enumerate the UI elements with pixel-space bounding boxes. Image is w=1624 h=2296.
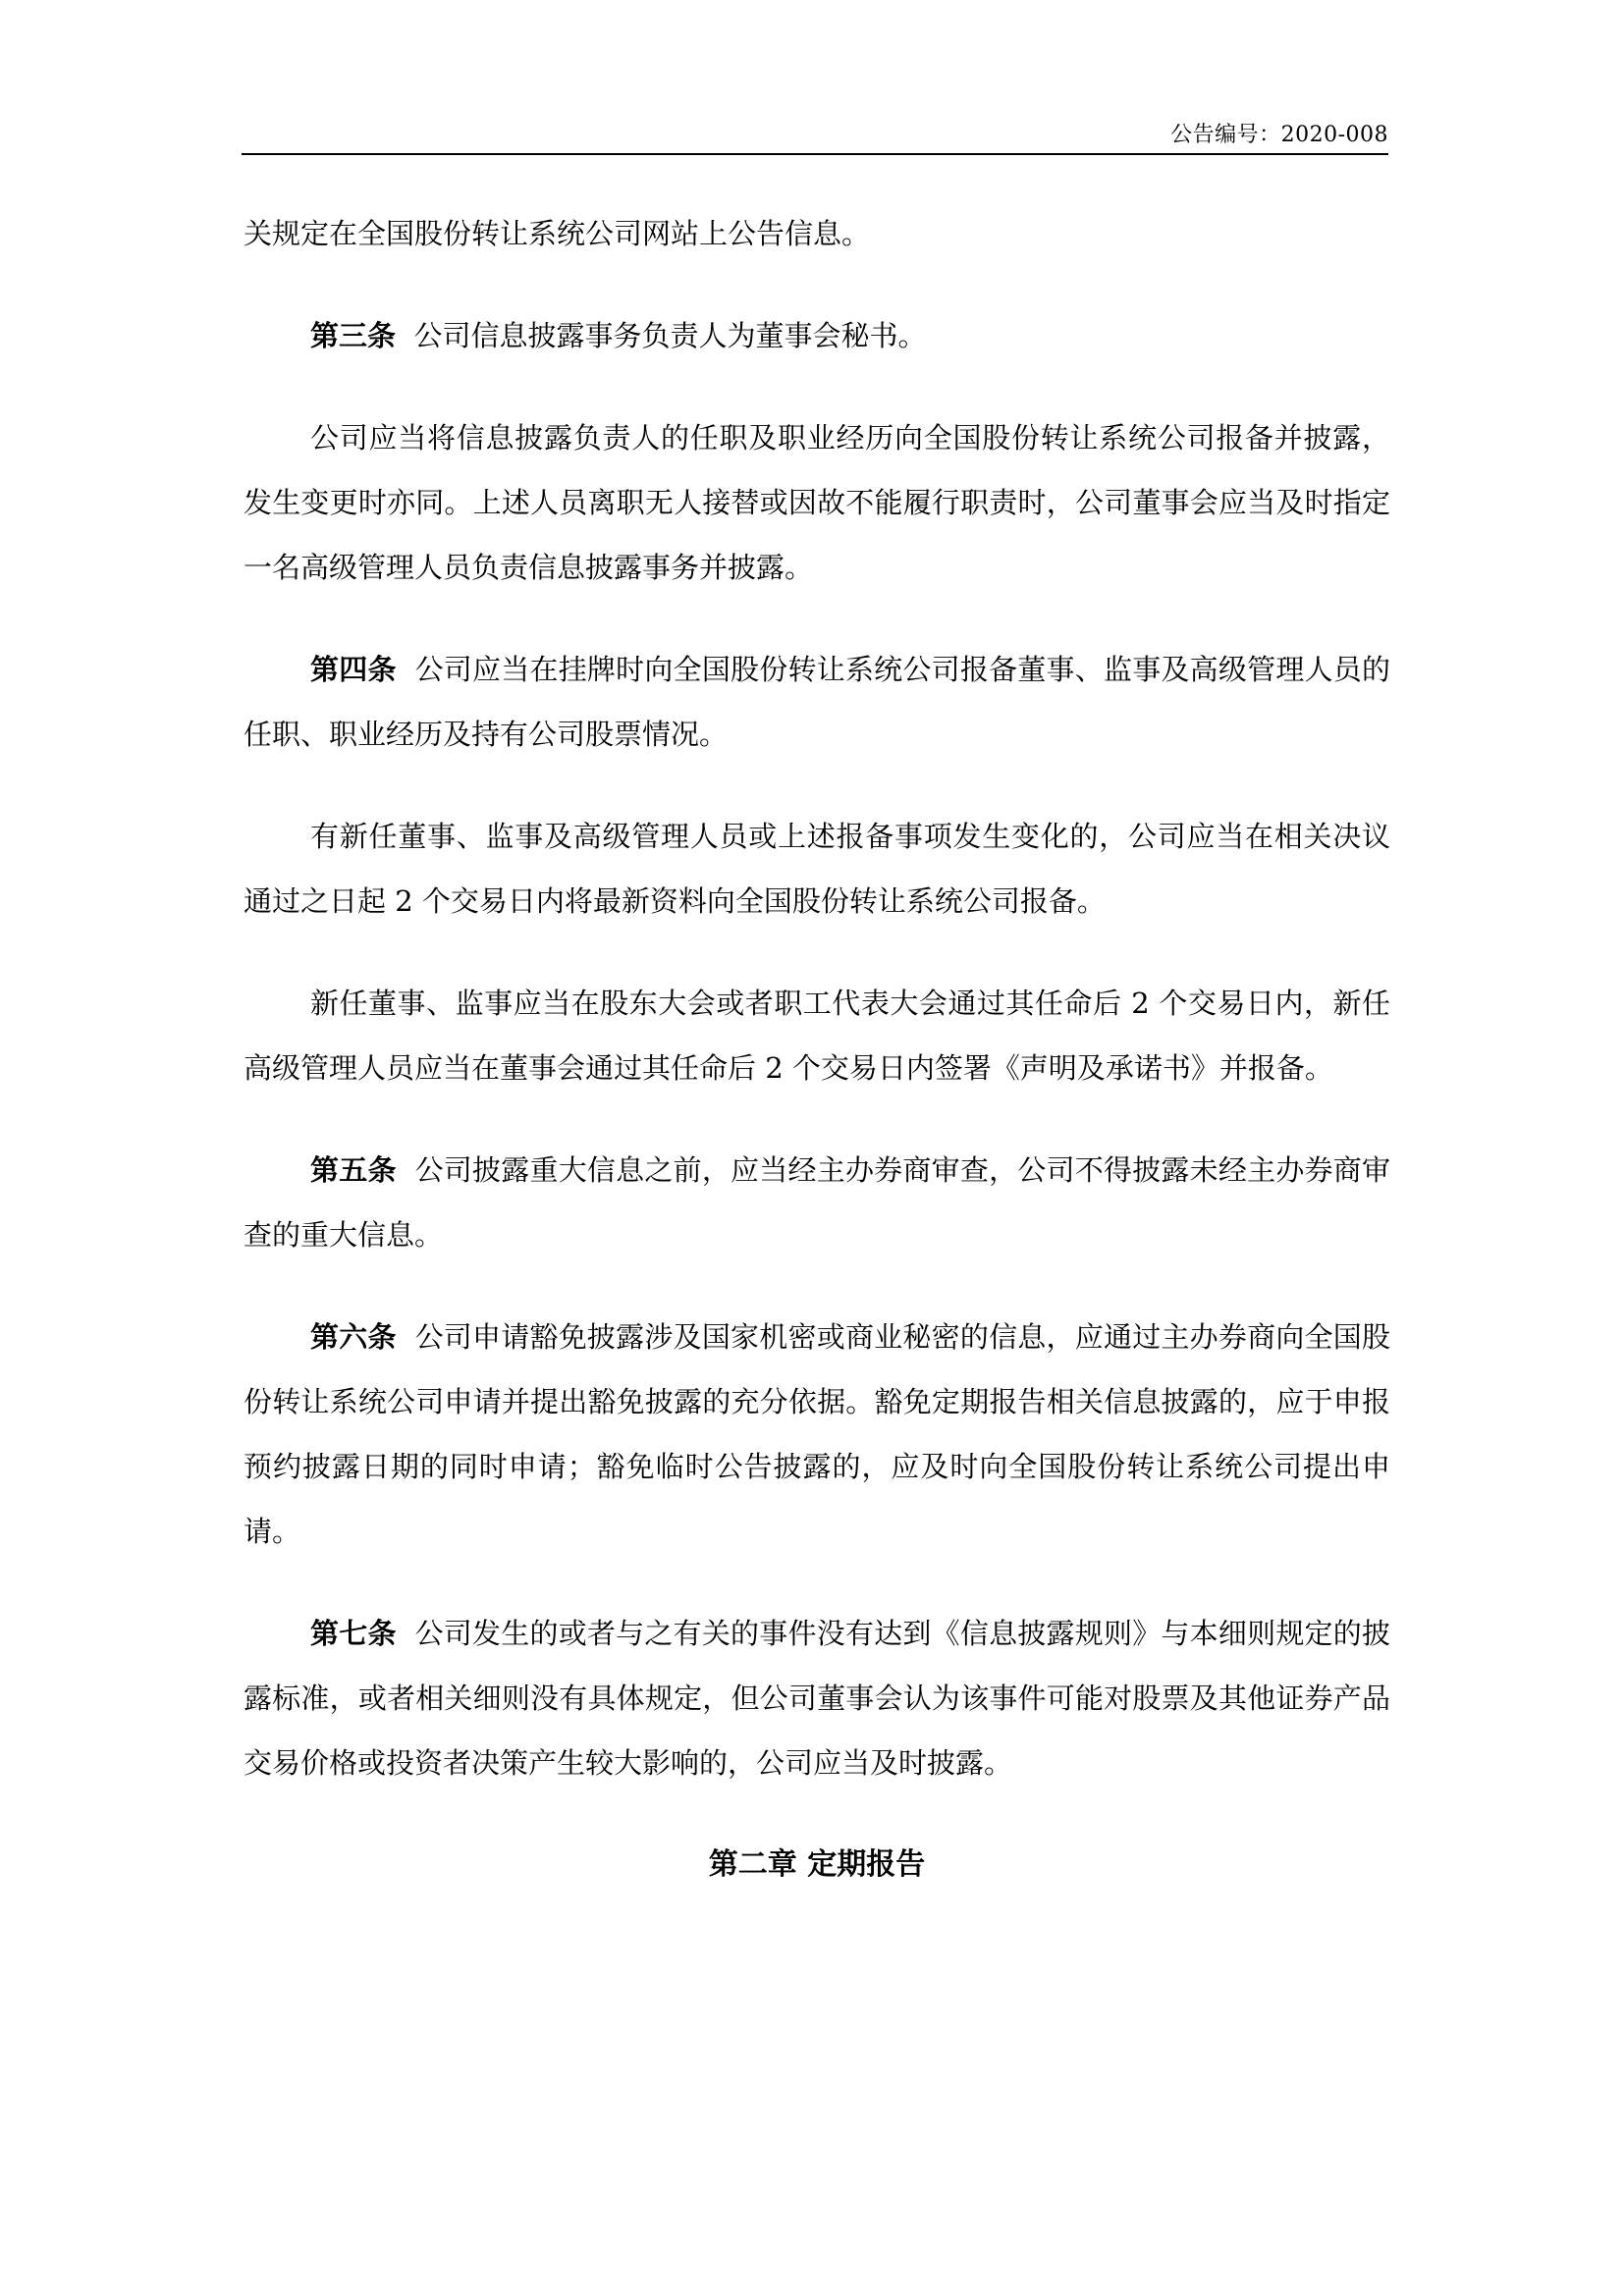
- paragraph-new-directors: 有新任董事、监事及高级管理人员或上述报备事项发生变化的，公司应当在相关决议通过之日起 2 个交易日内将最新资料向全国股份转让系统公司报备。: [244, 820, 1390, 918]
- article-5-text: 公司披露重大信息之前，应当经主办券商审查，公司不得披露未经主办券商审查的重大信息。: [244, 1153, 1390, 1252]
- article-4-label: 第四条: [310, 653, 397, 686]
- paragraph-declaration: 新任董事、监事应当在股东大会或者职工代表大会通过其任命后 2 个交易日内，新任高级管理人员应当在董事会通过其任命后 2 个交易日内签署《声明及承诺书》并报备。: [244, 987, 1390, 1085]
- article-4: [244, 637, 1390, 767]
- announcement-number: 公告编号：2020-008: [1170, 123, 1388, 147]
- page-header: [242, 116, 1388, 155]
- article-6-label: 第六条: [310, 1320, 397, 1354]
- article-7-label: 第七条: [310, 1617, 397, 1650]
- article-5-label: 第五条: [310, 1153, 397, 1187]
- article-4-text: 公司应当在挂牌时向全国股份转让系统公司报备董事、监事及高级管理人员的任职、职业经历及持有公司股票情况。: [244, 653, 1390, 751]
- document-body: [244, 201, 1390, 1927]
- article-7: [244, 1601, 1390, 1795]
- article-5: [244, 1138, 1390, 1267]
- article-3-label: 第三条: [310, 319, 397, 352]
- article-3: [244, 303, 1390, 368]
- paragraph-continuation: 关规定在全国股份转让系统公司网站上公告信息。: [244, 217, 871, 250]
- paragraph-disclosure-officer: 公司应当将信息披露负责人的任职及职业经历向全国股份转让系统公司报备并披露，发生变更时亦同。上述人员离职无人接替或因故不能履行职责时，公司董事会应当及时指定一名高级管理人员负责信息披露事务并披露。: [244, 421, 1390, 584]
- chapter-title: 第二章 定期报告: [708, 1847, 926, 1882]
- article-6: [244, 1305, 1390, 1564]
- article-6-text: 公司申请豁免披露涉及国家机密或商业秘密的信息，应通过主办券商向全国股份转让系统公司申请并提出豁免披露的充分依据。豁免定期报告相关信息披露的，应于申报预约披露日期的同时申请；豁免临时公告披露的，应及时向全国股份转让系统公司提出申请。: [244, 1320, 1390, 1548]
- article-7-text: 公司发生的或者与之有关的事件没有达到《信息披露规则》与本细则规定的披露标准，或者相关细则没有具体规定，但公司董事会认为该事件可能对股票及其他证券产品交易价格或投资者决策产生较大影响的，公司应当及时披露。: [244, 1617, 1390, 1780]
- article-3-text: 公司信息披露事务负责人为董事会秘书。: [413, 319, 927, 352]
